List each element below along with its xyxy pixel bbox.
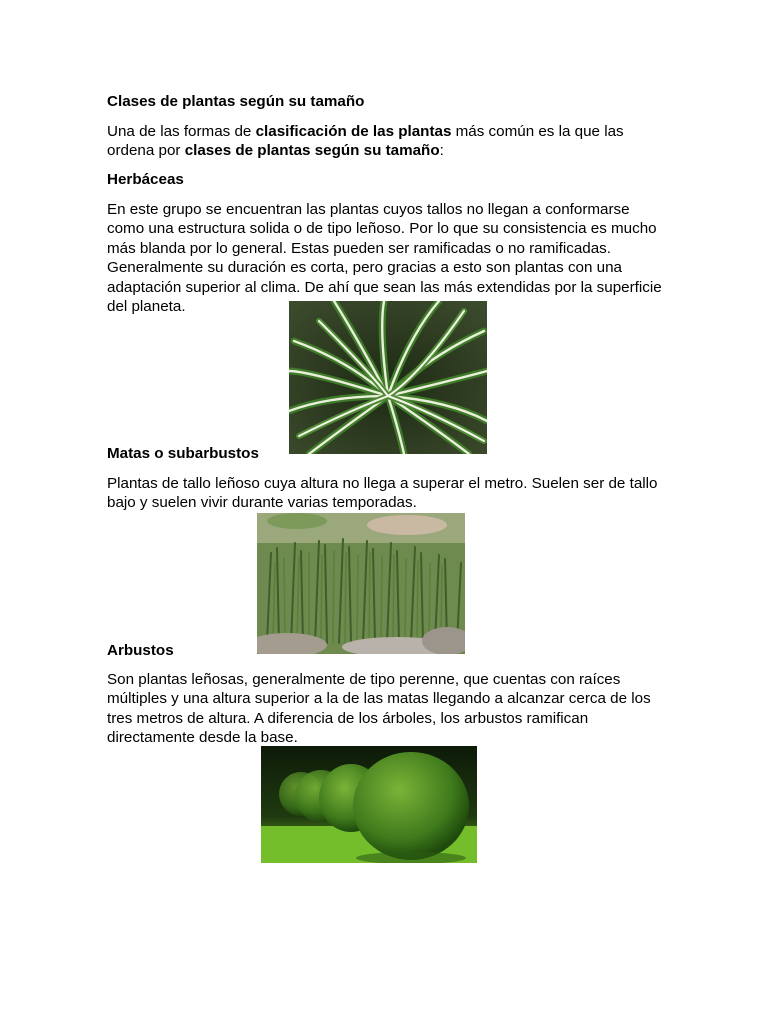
section-body-arbustos: Son plantas leñosas, generalmente de tipo perenne, que cuentas con raíces múltiples y una altura superior a la de las matas llegando a alcanzar cerca de los tres metros de altura. A diferencia de los árboles, los arbustos ramifican directamente desde la base. [107, 671, 651, 747]
intro-text-2: más común es la que las ordena por [107, 123, 624, 160]
intro-bold-1: clasificación de las plantas [255, 123, 452, 140]
section-heading-herbaceas: Herbáceas [107, 171, 184, 188]
section-body-herbaceas: En este grupo se encuentran las plantas cuyos tallos no llegan a conformarse como una estructura solida o de tipo leñoso. Por lo que su consistencia es mucho más blanda por lo general. Estas pueden ser ramificadas o no ramificadas. Generalmente su duración es corta, pero gracias a esto son plantas con una adaptación superior al clima. De ahí que sean las más extendidas por la superficie del planeta. [107, 201, 662, 316]
section-body-matas: Plantas de tallo leñoso cuya altura no llega a superar el metro. Suelen ser de tallo bajo y suelen vivir durante varias temporadas. [107, 475, 658, 512]
intro-bold-2: clases de plantas según su tamaño [184, 142, 440, 160]
section-heading-arbustos: Arbustos [107, 642, 174, 659]
rosemary-bush-image [257, 513, 465, 654]
intro-text-3: : [439, 142, 444, 160]
section-heading-matas: Matas o subarbustos [107, 445, 259, 462]
intro-paragraph [107, 122, 663, 161]
intro-text-1: Una de las formas de [107, 123, 256, 140]
spider-plant-image [289, 301, 487, 454]
page-title: Clases de plantas según su tamaño [107, 93, 365, 110]
boxwood-shrubs-image [261, 746, 477, 863]
